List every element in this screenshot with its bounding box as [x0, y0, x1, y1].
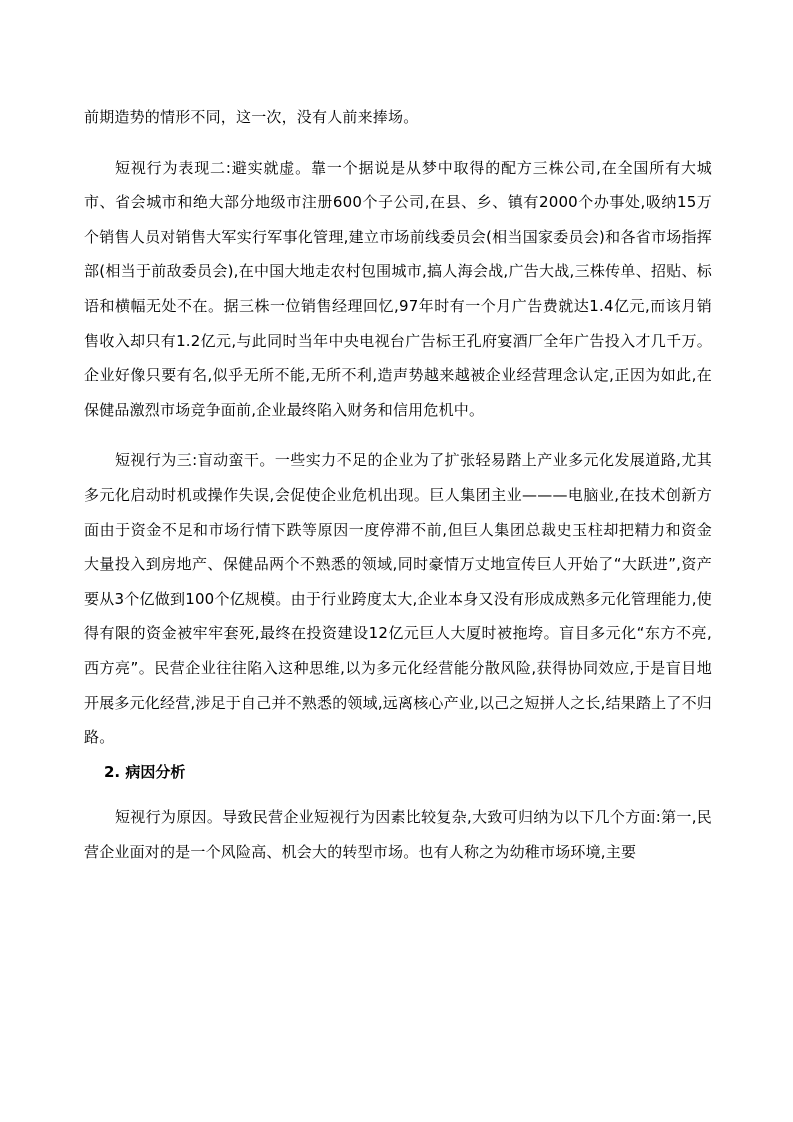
- paragraph-short-sighted-behavior-two: 短视行为表现二:避实就虚。靠一个据说是从梦中取得的配方三株公司,在全国所有大城市、省会城市和绝大部分地级市注册600个子公司,在县、乡、镇有2000个办事处,吸纳15万个销售人员对销售大军实行军事化管理,建立市场前线委员会(相当国家委员会)和各省市场指挥部(相当于前敌委员会),在中国大地走农村包围城市,搞人海会战,广告大战,三株传单、招贴、标语和横幅无处不在。据三株一位销售经理回忆,97年时有一个月广告费就达1.4亿元,而该月销售收入却只有1.2亿元,与此同时当年中央电视台广告标王孔府宴酒厂全年广告投入才几千万。企业好像只要有名,似乎无所不能,无所不利,造声势越来越被企业经营理念认定,正因为如此,在保健品激烈市场竞争面前,企业最终陷入财务和信用危机中。: [84, 158, 712, 419]
- document-page: [84, 100, 712, 869]
- paragraph-causes: 短视行为原因。导致民营企业短视行为因素比较复杂,大致可归纳为以下几个方面:第一,民营企业面对的是一个风险高、机会大的转型市场。也有人称之为幼稚市场环境,主要: [84, 808, 712, 861]
- paragraph-short-sighted-behavior-three: 短视行为三:盲动蛮干。一些实力不足的企业为了扩张轻易踏上产业多元化发展道路,尤其多元化启动时机或操作失误,会促使企业危机出现。巨人集团主业———电脑业,在技术创新方面由于资金不足和市场行情下跌等原因一度停滞不前,但巨人集团总裁史玉柱却把精力和资金大量投入到房地产、保健品两个不熟悉的领域,同时豪情万丈地宣传巨人开始了“大跃进”,资产要从3个亿做到100个亿规模。由于行业跨度太大,企业本身又没有形成成熟多元化管理能力,使得有限的资金被牢牢套死,最终在投资建设12亿元巨人大厦时被拖垮。盲目多元化“东方不亮,西方亮”。民营企业往往陷入这种思维,以为多元化经营能分散风险,获得协同效应,于是盲目地开展多元化经营,涉足于自己并不熟悉的领域,远离核心产业,以己之短拼人之长,结果踏上了不归路。: [84, 451, 712, 747]
- section-heading-cause-analysis: 2. 病因分析: [104, 762, 186, 781]
- paragraph-continuation: 前期造势的情形不同，这一次，没有人前来捧场。: [84, 108, 419, 126]
